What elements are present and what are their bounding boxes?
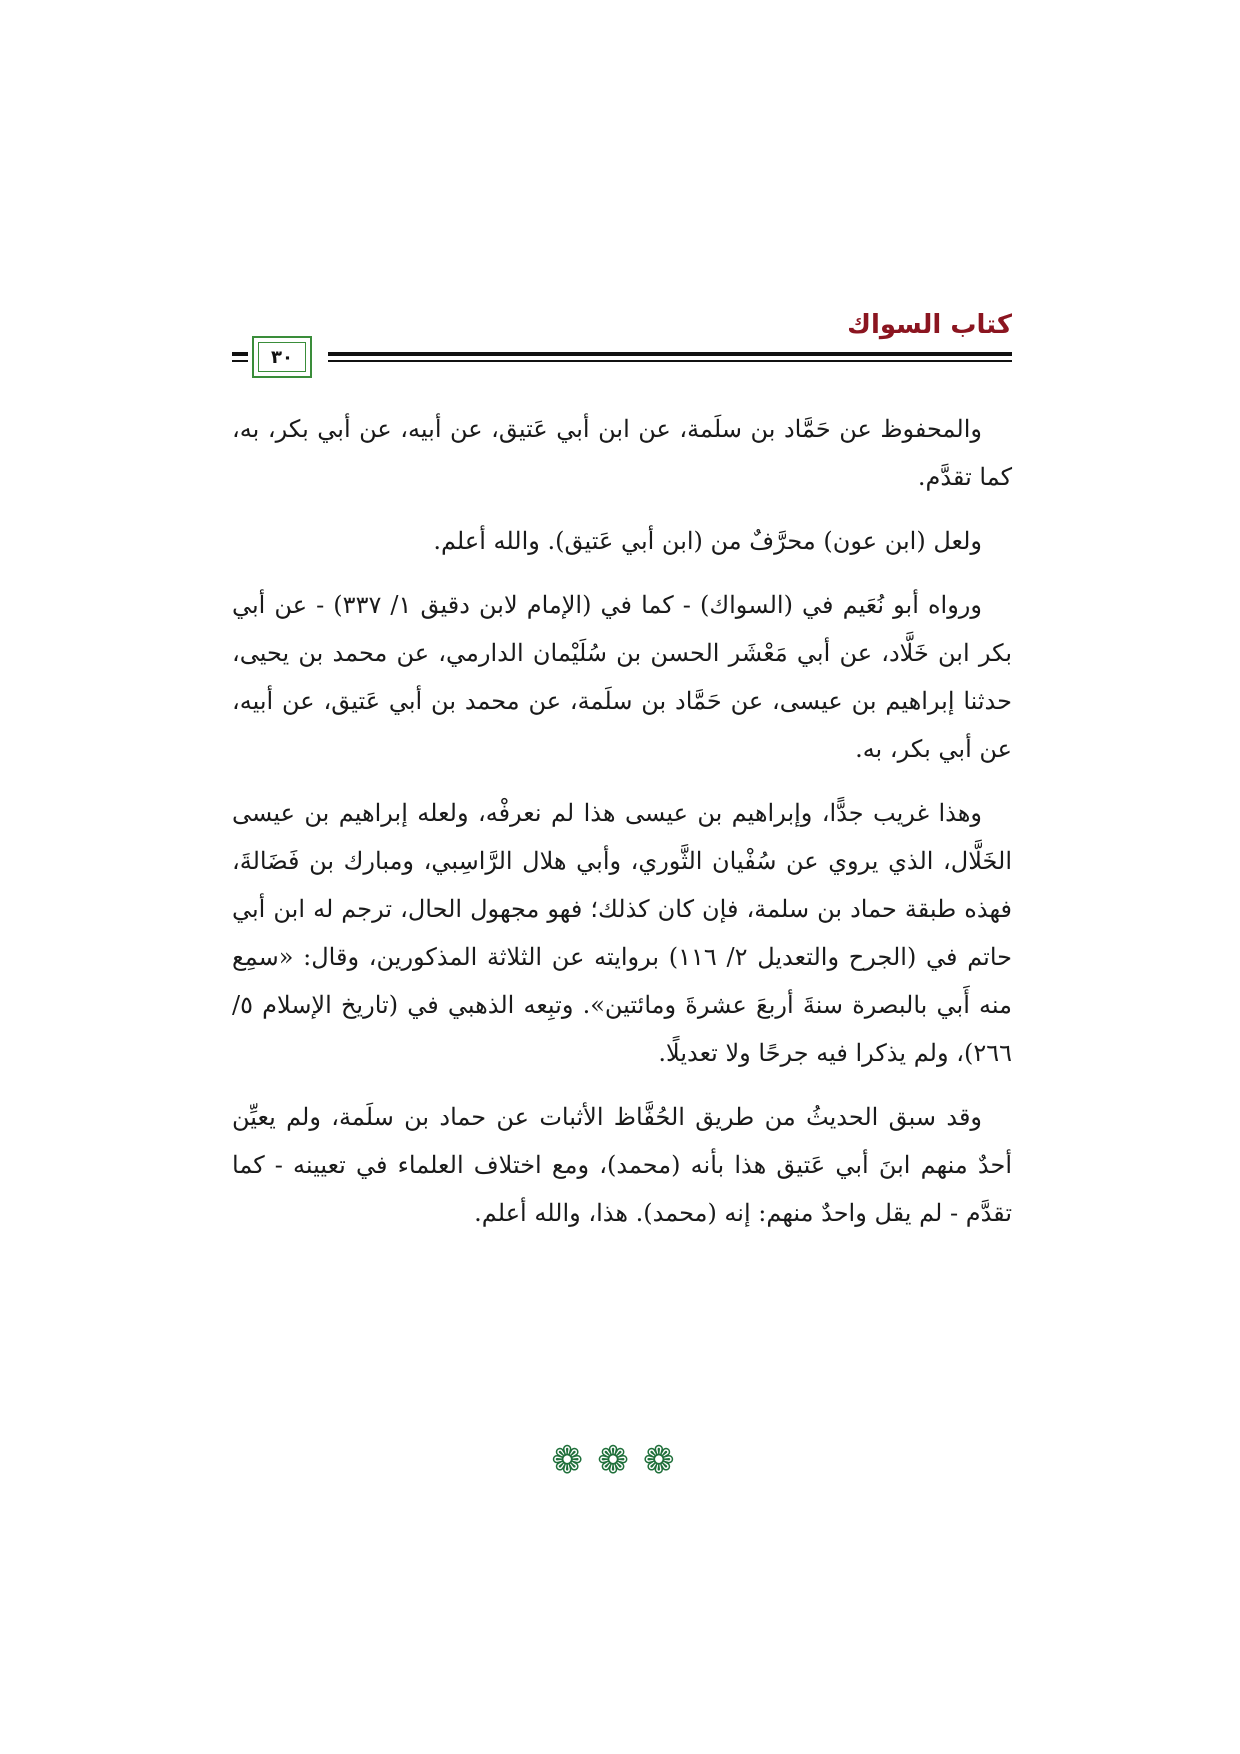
flower-ornament-icon: ❁❁❁ [551,1438,689,1482]
paragraph: ورواه أبو نُعَيم في (السواك) - كما في (الإمام لابن دقيق ١/ ٣٣٧) - عن أبي بكر ابن خَلَّاد، عن أبي مَعْشَر الحسن بن سُلَيْمان الدارمي، عن محمد بن يحيى، حدثنا إبراهيم بن عيسى، عن حَمَّاد بن سلَمة، عن محمد بن أبي عَتيق، عن أبيه، عن أبي بكر، به. [232,591,1012,763]
paragraph: وقد سبق الحديثُ من طريق الحُفَّاظ الأثبات عن حماد بن سلَمة، ولم يعيِّن أحدٌ منهم ابنَ أبي عَتيق هذا بأنه (محمد)، ومع اختلاف العلماء في تعيينه - كما تقدَّم - لم يقل واحدٌ منهم: إنه (محمد). هذا، والله أعلم. [232,1103,1012,1227]
paragraph: ولعل (ابن عون) محرَّفٌ من (ابن أبي عَتيق). والله أعلم. [433,527,982,555]
page-number: ٣٠ [258,342,306,372]
header-rule-thick [328,352,1012,356]
page-number-frame [252,336,312,378]
paragraph: وهذا غريب جدًّا، وإبراهيم بن عيسى هذا لم نعرفْه، ولعله إبراهيم بن عيسى الخَلَّال، الذي يروي عن سُفْيان الثَّوري، وأبي هلال الرَّاسِبي، ومبارك بن فَضَالةَ، فهذه طبقة حماد بن سلمة، فإن كان كذلك؛ فهو مجهول الحال، ترجم له ابن أبي حاتم في (الجرح والتعديل ٢/ ١١٦) بروايته عن الثلاثة المذكورين، وقال: «سمِع منه أَبي بالبصرة سنةَ أربعَ عشرةَ ومائتين». وتبِعه الذهبي في (تاريخ الإسلام ٥/ ٢٦٦)، ولم يذكرا فيه جرحًا ولا تعديلًا. [232,799,1013,1067]
page-header [232,310,1012,390]
paragraph: والمحفوظ عن حَمَّاد بن سلَمة، عن ابن أبي عَتيق، عن أبيه، عن أبي بكر، به، كما تقدَّم. [232,415,1012,491]
book-title: كتاب السواك [847,310,1012,340]
header-rule-left-thin [232,360,248,362]
header-rule-left-thick [232,352,248,356]
header-rule-thin [328,360,1012,362]
body-text [232,405,1012,1253]
